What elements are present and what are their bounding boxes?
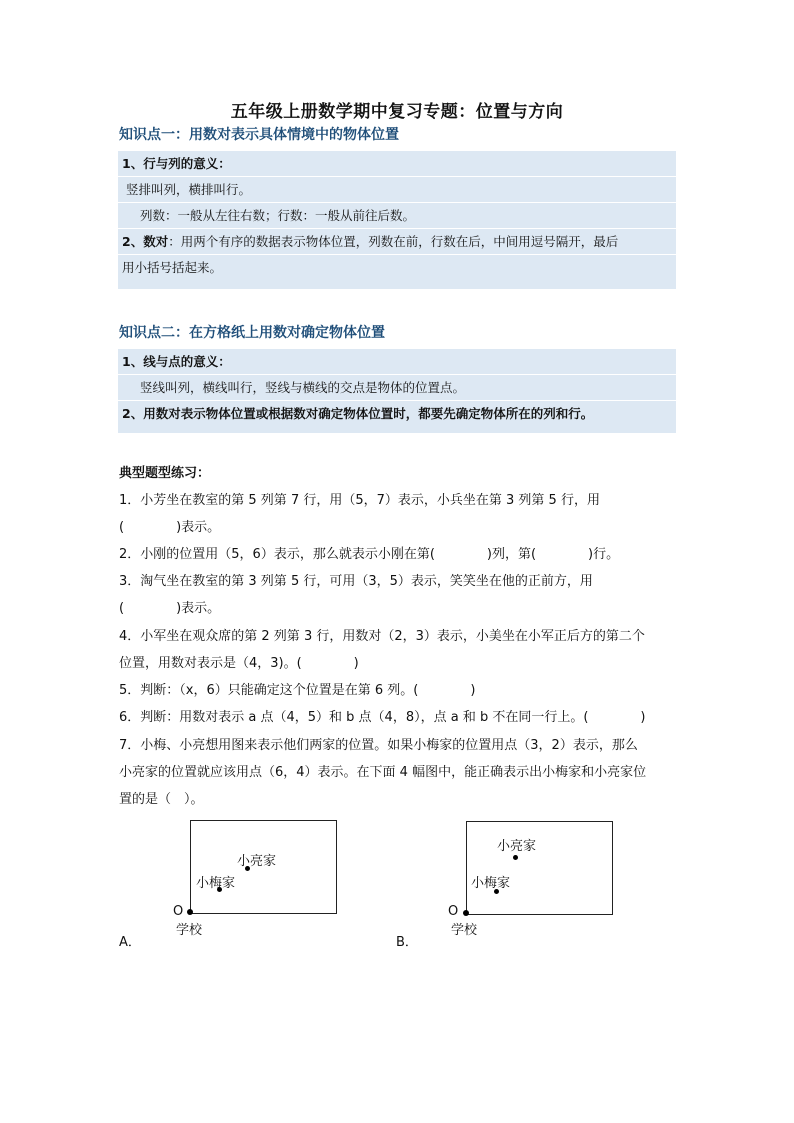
question-4a: 4．小军坐在观众席的第 2 列第 3 行，用数对（2，3）表示，小美坐在小军正后方的第二个 — [119, 629, 645, 644]
question-1a: 1．小芳坐在教室的第 5 列第 7 行，用（5，7）表示，小兵坐在第 3 列第 5 行，用 — [119, 493, 600, 508]
question-7a: 7．小梅、小亮想用图来表示他们两家的位置。如果小梅家的位置用点（3，2）表示，那么 — [119, 738, 638, 753]
question-6: 6．判断：用数对表示 a 点（4，5）和 b 点（4，8），点 a 和 b 不在同一行上。( ) — [119, 710, 646, 725]
question-2: 2．小刚的位置用（5，6）表示，那么就表示小刚在第( )列，第( )行。 — [119, 547, 620, 562]
question-5: 5．判断：（x，6）只能确定这个位置是在第 6 列。( ) — [119, 683, 476, 698]
figure-b-xiaoliang-label: 小亮家 — [497, 839, 537, 854]
figure-b-school-label: 学校 — [451, 923, 478, 938]
option-a-label: A． — [119, 935, 141, 950]
s2-line-2: 竖线叫列，横线叫行，竖线与横线的交点是物体的位置点。 — [118, 375, 676, 401]
figure-b-origin-dot — [463, 910, 469, 916]
figure-b-xiaoliang-dot — [513, 855, 518, 860]
practice-heading: 典型题型练习： — [119, 466, 211, 481]
section1-title: 知识点一：用数对表示具体情境中的物体位置 — [119, 127, 399, 143]
s1-line-4 — [118, 229, 676, 255]
option-b-label: B． — [396, 935, 418, 950]
s1-term: 2、数对 — [122, 234, 169, 249]
figure-a-xiaomei-label: 小梅家 — [196, 876, 236, 891]
figure-b-frame — [466, 821, 613, 915]
question-7c: 置的是（ ）。 — [119, 792, 204, 807]
question-3a: 3．淘气坐在教室的第 3 列第 5 行，可用（3，5）表示，笑笑坐在他的正前方，用 — [119, 574, 593, 589]
figure-a-origin-label: O — [173, 904, 184, 919]
section2-box — [118, 349, 676, 433]
question-4b: 位置，用数对表示是（4，3)。( ) — [119, 656, 359, 671]
s2-line-1: 1、线与点的意义： — [118, 349, 676, 375]
figure-b-xiaomei-label: 小梅家 — [471, 876, 511, 891]
s1-definition: ：用两个有序的数据表示物体位置，列数在前，行数在后，中间用逗号隔开，最后 — [168, 234, 619, 249]
s2-line-3: 2、用数对表示物体位置或根据数对确定物体位置时，都要先确定物体所在的列和行。 — [122, 406, 594, 421]
section1-box — [118, 151, 676, 289]
figure-a-origin-dot — [187, 909, 193, 915]
s1-line-1: 1、行与列的意义： — [118, 151, 676, 177]
s1-line-2: 竖排叫列，横排叫行。 — [118, 177, 676, 203]
figure-b-origin-label: O — [448, 904, 459, 919]
page-title: 五年级上册数学期中复习专题：位置与方向 — [230, 102, 564, 122]
s1-line-3: 列数：一般从左往右数；行数：一般从前往后数。 — [118, 203, 676, 229]
figure-a-xiaoliang-label: 小亮家 — [237, 854, 277, 869]
figure-a-school-label: 学校 — [176, 923, 203, 938]
s1-line-5: 用小括号括起来。 — [122, 260, 223, 275]
question-7b: 小亮家的位置就应该用点（6，4）表示。在下面 4 幅图中，能正确表示出小梅家和小亮家位 — [119, 765, 647, 780]
question-3b: ( )表示。 — [119, 601, 221, 616]
question-1b: ( )表示。 — [119, 520, 221, 535]
section2-title: 知识点二：在方格纸上用数对确定物体位置 — [119, 325, 385, 341]
